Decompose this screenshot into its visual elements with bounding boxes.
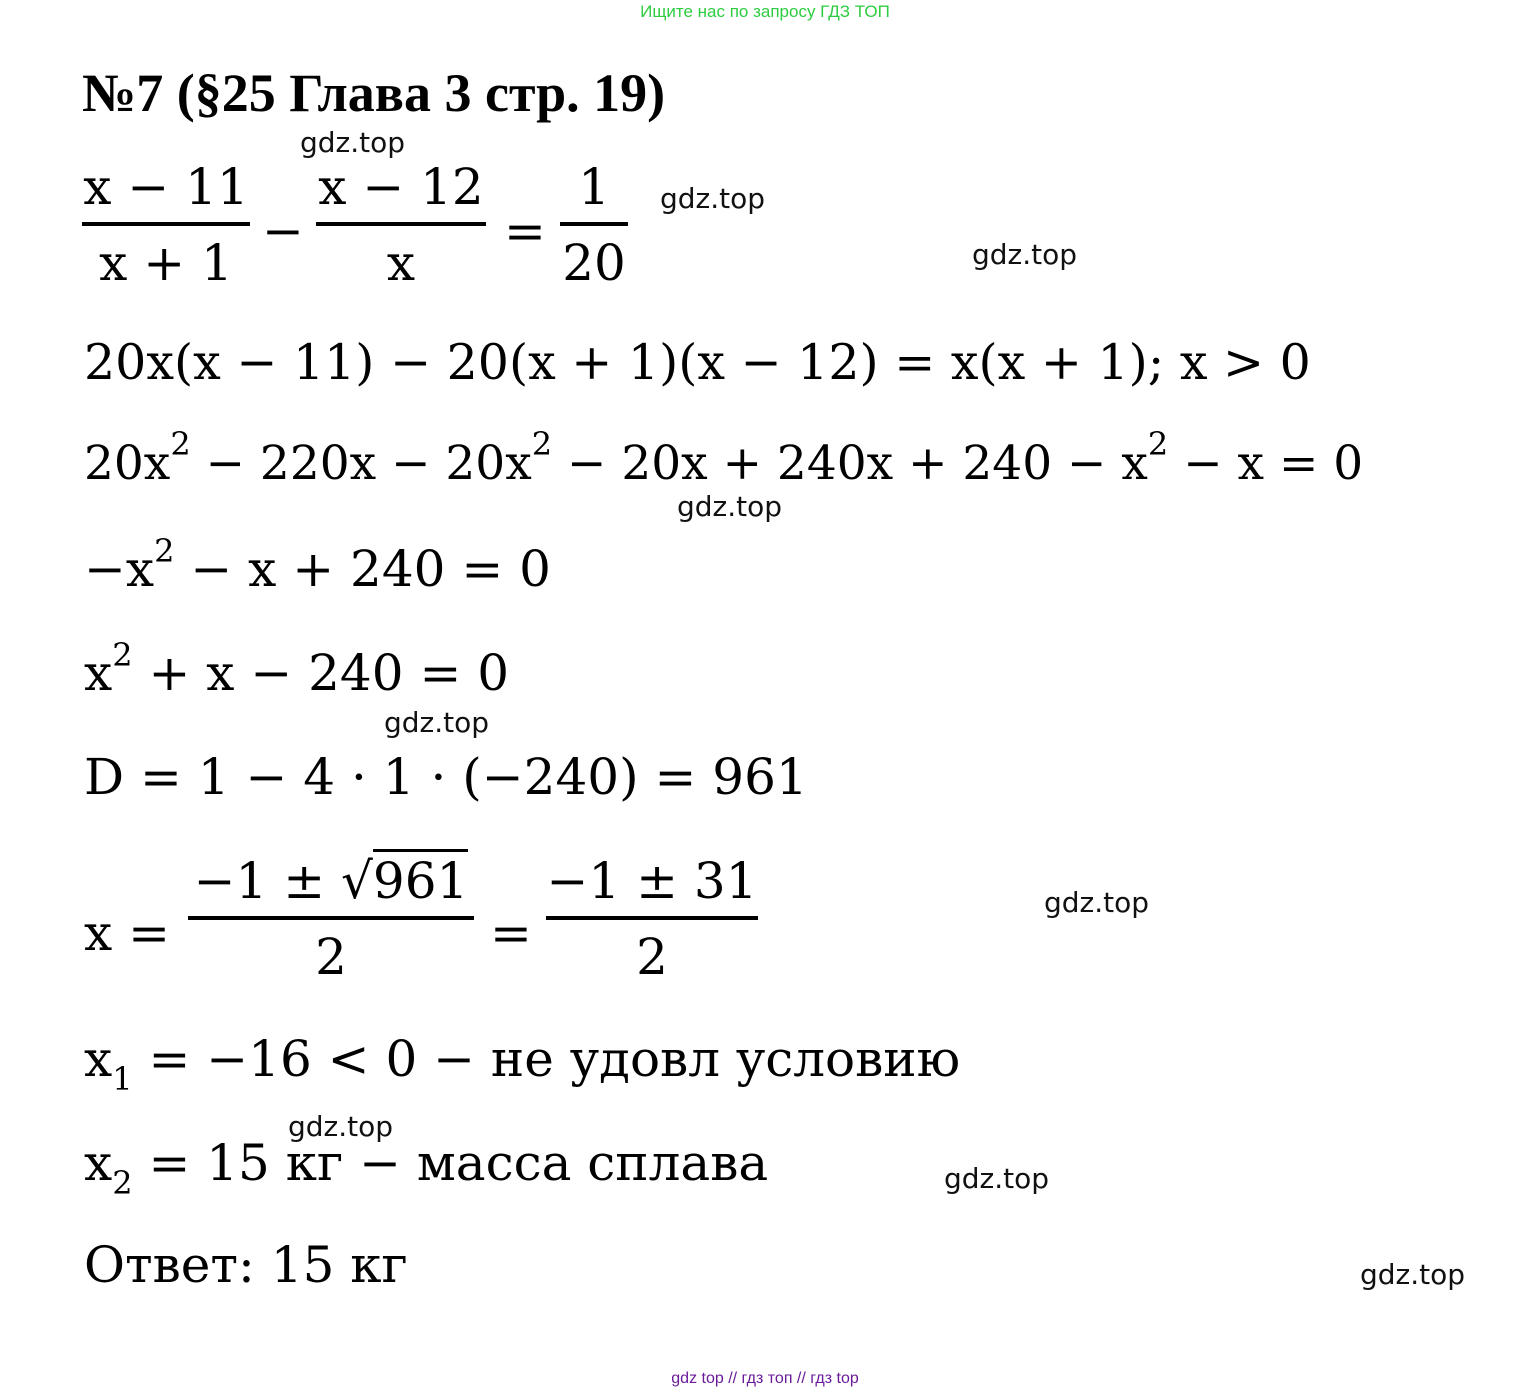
fraction-numerator: −1 ± 31 (546, 852, 758, 910)
search-banner: Ищите нас по запросу ГДЗ ТОП (640, 2, 890, 21)
exponent: 2 (154, 532, 175, 570)
fraction-bar (188, 916, 474, 920)
root-x2-line (84, 1134, 769, 1202)
equals-sign: = (490, 904, 532, 962)
radicand: 961 (373, 849, 468, 910)
variable: x (84, 1030, 113, 1088)
equation-line-4 (84, 532, 551, 598)
term: x (84, 644, 113, 702)
watermark: gdz.top (384, 706, 490, 739)
discriminant-line: D = 1 − 4 · 1 · (−240) = 961 (84, 748, 808, 806)
problem-title: №7 (§25 Глава 3 стр. 19) (82, 63, 666, 123)
term: − x = 0 (1168, 436, 1364, 491)
fraction-denominator: 20 (562, 234, 626, 292)
footer-links: gdz top // гдз топ // гдз top (671, 1370, 859, 1387)
x-equals: x = (84, 904, 170, 962)
watermark: gdz.top (660, 182, 766, 215)
term: −x (84, 540, 155, 598)
fraction-bar (560, 222, 628, 226)
exponent: 2 (1147, 425, 1169, 463)
watermark: gdz.top (288, 1110, 394, 1143)
fraction-denominator: 2 (315, 928, 347, 986)
root-fraction-2 (546, 852, 758, 986)
equals-sign: = (504, 202, 546, 260)
numerator-text: −1 ± √ (193, 852, 373, 910)
fraction-numerator: 1 (578, 158, 610, 216)
subscript: 2 (112, 1164, 133, 1202)
equation-line-5 (84, 636, 510, 702)
fraction-denominator: 2 (636, 928, 668, 986)
fraction-2 (316, 158, 486, 292)
answer-line: Ответ: 15 кг (84, 1236, 408, 1294)
minus-sign: − (262, 202, 304, 260)
fraction-bar (546, 916, 758, 920)
fraction-3 (560, 158, 628, 292)
exponent: 2 (170, 425, 191, 463)
term: = 15 кг − масса сплава (132, 1134, 769, 1192)
term: − x + 240 = 0 (174, 540, 551, 598)
watermark: gdz.top (1360, 1258, 1466, 1291)
fraction-numerator: x − 12 (318, 158, 484, 216)
fraction-bar (316, 222, 486, 226)
term: − 220x − 20x (190, 436, 532, 491)
equation-line-2: 20x(x − 11) − 20(x + 1)(x − 12) = x(x + 1); x > 0 (84, 334, 1311, 391)
watermark: gdz.top (944, 1162, 1050, 1195)
fraction-bar (82, 222, 250, 226)
term: = −16 < 0 − не удовл условию (132, 1030, 961, 1088)
fraction-1 (82, 158, 250, 292)
watermark: gdz.top (972, 238, 1078, 271)
fraction-numerator (194, 852, 469, 910)
fraction-denominator: x (386, 234, 416, 292)
equation-line-3 (84, 425, 1364, 491)
term: − 20x + 240x + 240 − x (552, 436, 1148, 491)
watermark: gdz.top (300, 126, 406, 159)
exponent: 2 (531, 425, 553, 463)
variable: x (84, 1134, 113, 1192)
watermark: gdz.top (1044, 886, 1150, 919)
root-x1-line (84, 1030, 961, 1098)
watermark: gdz.top (677, 490, 783, 523)
subscript: 1 (112, 1060, 133, 1098)
fraction-numerator: x − 11 (83, 158, 249, 216)
term: + x − 240 = 0 (132, 644, 510, 702)
root-fraction-1 (188, 852, 474, 986)
exponent: 2 (112, 636, 133, 674)
fraction-denominator: x + 1 (99, 234, 233, 292)
term: 20x (84, 436, 171, 491)
